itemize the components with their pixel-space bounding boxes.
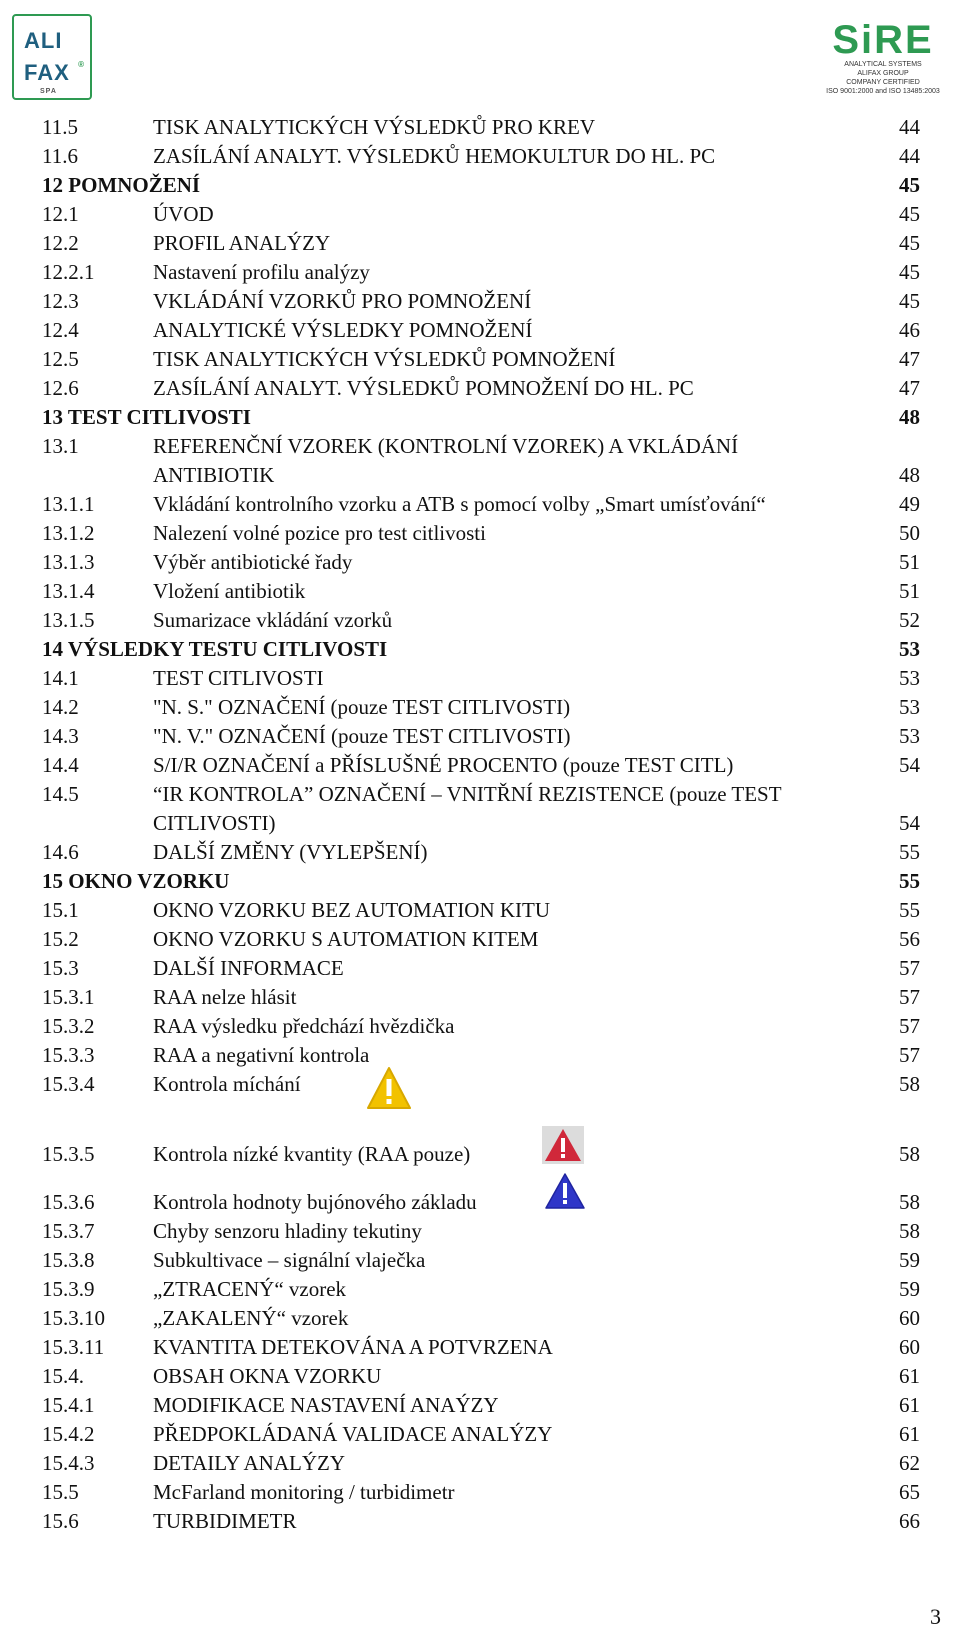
toc-entry-number: 15.4.1 <box>42 1393 95 1417</box>
toc-entry-title: OKNO VZORKU BEZ AUTOMATION KITU <box>153 898 551 922</box>
toc-entry-title: TISK ANALYTICKÝCH VÝSLEDKŮ PRO KREV <box>153 115 596 139</box>
toc-entry-title: „ZTRACENÝ“ vzorek <box>153 1277 347 1301</box>
toc-entry-number: 12.3 <box>42 289 79 313</box>
toc-entry-page: 55 <box>899 898 920 922</box>
toc-entry-page: 58 <box>899 1219 920 1243</box>
toc-entry-number: 11.6 <box>42 144 78 168</box>
toc-entry-title: MODIFIKACE NASTAVENÍ ANAÝZY <box>153 1393 499 1417</box>
toc-entry-number: 12.2 <box>42 231 79 255</box>
toc-entry-page: 53 <box>899 637 920 661</box>
toc-entry-number: 15.4.2 <box>42 1422 95 1446</box>
toc-chapter-row <box>0 171 920 199</box>
toc-entry-title: TURBIDIMETR <box>153 1509 297 1533</box>
toc-entry-page: 52 <box>899 608 920 632</box>
toc-entry-number: 12.5 <box>42 347 79 371</box>
toc-entry-number: 15.3.7 <box>42 1219 95 1243</box>
toc-row <box>0 200 920 228</box>
toc-entry-title: DALŠÍ ZMĚNY (VYLEPŠENÍ) <box>153 840 428 864</box>
sire-logo-line2: ALIFAX GROUP <box>857 70 909 77</box>
toc-row <box>0 316 920 344</box>
toc-row <box>0 1420 920 1448</box>
toc-entry-number: 15.3.2 <box>42 1014 95 1038</box>
toc-entry-title: Kontrola míchání <box>153 1072 301 1096</box>
toc-row <box>0 1391 920 1419</box>
sire-logo-line3: COMPANY CERTIFIED <box>846 79 920 86</box>
toc-entry-title: TISK ANALYTICKÝCH VÝSLEDKŮ POMNOŽENÍ <box>153 347 616 371</box>
toc-row <box>0 780 920 808</box>
toc-entry-title: RAA a negativní kontrola <box>153 1043 370 1067</box>
toc-row <box>0 432 920 460</box>
toc-entry-page: 44 <box>899 115 920 139</box>
toc-entry-page: 51 <box>899 579 920 603</box>
toc-entry-page: 58 <box>899 1072 920 1096</box>
blue-warning-icon <box>544 1172 586 1210</box>
toc-entry-number: 15.4. <box>42 1364 84 1388</box>
toc-entry-title: KVANTITA DETEKOVÁNA A POTVRZENA <box>153 1335 553 1359</box>
toc-row <box>0 258 920 286</box>
toc-entry-title: DALŠÍ INFORMACE <box>153 956 344 980</box>
toc-entry-page: 45 <box>899 289 920 313</box>
toc-entry-title: 15 OKNO VZORKU <box>42 869 230 893</box>
toc-entry-page: 57 <box>899 956 920 980</box>
logo-registered-mark: ® <box>78 60 84 69</box>
toc-row <box>0 1246 920 1274</box>
toc-entry-number: 15.5 <box>42 1480 79 1504</box>
toc-entry-page: 57 <box>899 985 920 1009</box>
toc-entry-number: 15.3.9 <box>42 1277 95 1301</box>
toc-row <box>0 954 920 982</box>
toc-entry-page: 61 <box>899 1422 920 1446</box>
toc-entry-number: 15.3 <box>42 956 79 980</box>
toc-entry-title: 13 TEST CITLIVOSTI <box>42 405 251 429</box>
toc-row <box>0 287 920 315</box>
toc-row <box>0 461 920 489</box>
toc-entry-title: “IR KONTROLA” OZNAČENÍ – VNITŘNÍ REZISTENCE (pouze TEST <box>153 782 782 806</box>
toc-entry-title: RAA výsledku předchází hvězdička <box>153 1014 455 1038</box>
toc-entry-number: 12.6 <box>42 376 79 400</box>
toc-entry-page: 47 <box>899 347 920 371</box>
toc-entry-title: PROFIL ANALÝZY <box>153 231 331 255</box>
toc-entry-number: 14.2 <box>42 695 79 719</box>
toc-row <box>0 838 920 866</box>
sire-logo <box>808 20 958 102</box>
toc-entry-title: ANALYTICKÉ VÝSLEDKY POMNOŽENÍ <box>153 318 533 342</box>
toc-entry-page: 55 <box>899 840 920 864</box>
toc-row <box>0 229 920 257</box>
toc-entry-title: Výběr antibiotické řady <box>153 550 353 574</box>
toc-row <box>0 374 920 402</box>
toc-entry-title: ANTIBIOTIK <box>153 463 275 487</box>
toc-entry-title: 14 VÝSLEDKY TESTU CITLIVOSTI <box>42 637 388 661</box>
toc-entry-title: ZASÍLÁNÍ ANALYT. VÝSLEDKŮ POMNOŽENÍ DO HL. PC <box>153 376 694 400</box>
toc-entry-page: 47 <box>899 376 920 400</box>
toc-entry-title: Nalezení volné pozice pro test citlivosti <box>153 521 486 545</box>
toc-entry-title: "N. V." OZNAČENÍ (pouze TEST CITLIVOSTI) <box>153 724 571 748</box>
toc-entry-page: 54 <box>899 811 920 835</box>
yellow-warning-icon <box>366 1066 412 1110</box>
toc-entry-page: 48 <box>899 463 920 487</box>
toc-entry-page: 46 <box>899 318 920 342</box>
toc-entry-title: S/I/R OZNAČENÍ a PŘÍSLUŠNÉ PROCENTO (pouze TEST CITL) <box>153 753 734 777</box>
toc-entry-page: 53 <box>899 724 920 748</box>
toc-entry-title: PŘEDPOKLÁDANÁ VALIDACE ANALÝZY <box>153 1422 553 1446</box>
toc-entry-title: CITLIVOSTI) <box>153 811 276 835</box>
toc-entry-number: 15.3.5 <box>42 1142 95 1166</box>
toc-row <box>0 925 920 953</box>
toc-row <box>0 722 920 750</box>
sire-logo-line4: ISO 9001:2000 and ISO 13485:2003 <box>826 88 940 95</box>
toc-entry-title: ÚVOD <box>153 202 214 226</box>
toc-entry-number: 15.3.1 <box>42 985 95 1009</box>
toc-row <box>0 490 920 518</box>
toc-entry-page: 55 <box>899 869 920 893</box>
page-number: 3 <box>930 1604 941 1629</box>
toc-entry-title: TEST CITLIVOSTI <box>153 666 324 690</box>
toc-entry-page: 61 <box>899 1364 920 1388</box>
toc-entry-number: 13.1 <box>42 434 79 458</box>
toc-row <box>0 1217 920 1245</box>
toc-entry-title: OKNO VZORKU S AUTOMATION KITEM <box>153 927 539 951</box>
sire-logo-mark: SiRE <box>832 18 934 62</box>
logo-text-line2: FAX <box>24 60 70 85</box>
toc-entry-title: Nastavení profilu analýzy <box>153 260 370 284</box>
toc-entry-page: 44 <box>899 144 920 168</box>
toc-entry-number: 13.1.1 <box>42 492 95 516</box>
toc-chapter-row <box>0 867 920 895</box>
toc-entry-number: 12.2.1 <box>42 260 95 284</box>
toc-entry-page: 59 <box>899 1248 920 1272</box>
toc-entry-title: Subkultivace – signální vlaječka <box>153 1248 426 1272</box>
toc-entry-page: 61 <box>899 1393 920 1417</box>
toc-row <box>0 548 920 576</box>
toc-chapter-row <box>0 403 920 431</box>
toc-entry-page: 51 <box>899 550 920 574</box>
toc-entry-page: 65 <box>899 1480 920 1504</box>
toc-row <box>0 1140 920 1168</box>
toc-entry-title: 12 POMNOŽENÍ <box>42 173 201 197</box>
red-warning-icon <box>542 1126 584 1164</box>
toc-row <box>0 809 920 837</box>
toc-entry-number: 15.3.10 <box>42 1306 105 1330</box>
toc-entry-title: Kontrola hodnoty bujónového základu <box>153 1190 477 1214</box>
toc-row <box>0 1333 920 1361</box>
toc-entry-page: 57 <box>899 1043 920 1067</box>
toc-entry-number: 15.3.11 <box>42 1335 105 1359</box>
toc-row <box>0 983 920 1011</box>
toc-entry-title: DETAILY ANALÝZY <box>153 1451 345 1475</box>
toc-entry-page: 45 <box>899 173 920 197</box>
toc-entry-title: ZASÍLÁNÍ ANALYT. VÝSLEDKŮ HEMOKULTUR DO HL. PC <box>153 144 716 168</box>
toc-entry-title: Vkládání kontrolního vzorku a ATB s pomocí volby „Smart umísťování“ <box>153 492 766 516</box>
toc-entry-number: 15.4.3 <box>42 1451 95 1475</box>
toc-entry-page: 45 <box>899 202 920 226</box>
toc-entry-number: 15.3.3 <box>42 1043 95 1067</box>
toc-chapter-row <box>0 635 920 663</box>
toc-row <box>0 1507 920 1535</box>
toc-entry-number: 11.5 <box>42 115 78 139</box>
toc-row <box>0 896 920 924</box>
toc-row <box>0 606 920 634</box>
toc-entry-page: 59 <box>899 1277 920 1301</box>
toc-row <box>0 1449 920 1477</box>
toc-entry-page: 60 <box>899 1306 920 1330</box>
toc-entry-number: 15.3.4 <box>42 1072 95 1096</box>
toc-row <box>0 1041 920 1069</box>
toc-entry-page: 53 <box>899 695 920 719</box>
toc-row <box>0 519 920 547</box>
toc-entry-number: 13.1.4 <box>42 579 95 603</box>
toc-row <box>0 1012 920 1040</box>
toc-entry-page: 49 <box>899 492 920 516</box>
toc-entry-number: 15.3.6 <box>42 1190 95 1214</box>
toc-entry-number: 13.1.3 <box>42 550 95 574</box>
toc-entry-page: 53 <box>899 666 920 690</box>
toc-entry-number: 14.6 <box>42 840 79 864</box>
toc-row <box>0 113 920 141</box>
logo-text-line3: SPA <box>40 88 57 95</box>
toc-entry-title: Sumarizace vkládání vzorků <box>153 608 393 632</box>
toc-entry-title: Chyby senzoru hladiny tekutiny <box>153 1219 422 1243</box>
toc-entry-title: VKLÁDÁNÍ VZORKŮ PRO POMNOŽENÍ <box>153 289 532 313</box>
toc-entry-title: „ZAKALENÝ“ vzorek <box>153 1306 349 1330</box>
toc-entry-page: 57 <box>899 1014 920 1038</box>
toc-entry-page: 45 <box>899 231 920 255</box>
toc-row <box>0 1362 920 1390</box>
toc-row <box>0 693 920 721</box>
toc-entry-number: 14.4 <box>42 753 79 777</box>
toc-entry-title: "N. S." OZNAČENÍ (pouze TEST CITLIVOSTI) <box>153 695 571 719</box>
toc-entry-number: 15.6 <box>42 1509 79 1533</box>
toc-entry-number: 13.1.2 <box>42 521 95 545</box>
logo-text-line1: ALI <box>24 28 63 53</box>
toc-row <box>0 1188 920 1216</box>
toc-entry-page: 56 <box>899 927 920 951</box>
toc-entry-title: OBSAH OKNA VZORKU <box>153 1364 382 1388</box>
toc-entry-page: 58 <box>899 1190 920 1214</box>
toc-entry-number: 13.1.5 <box>42 608 95 632</box>
toc-row <box>0 345 920 373</box>
sire-logo-line1: ANALYTICAL SYSTEMS <box>844 61 922 68</box>
toc-entry-title: Kontrola nízké kvantity (RAA pouze) <box>153 1142 471 1166</box>
toc-entry-title: RAA nelze hlásit <box>153 985 297 1009</box>
toc-entry-page: 60 <box>899 1335 920 1359</box>
toc-entry-title: REFERENČNÍ VZOREK (KONTROLNÍ VZOREK) A VKLÁDÁNÍ <box>153 434 739 458</box>
toc-entry-number: 14.5 <box>42 782 79 806</box>
toc-row <box>0 1275 920 1303</box>
toc-entry-number: 12.4 <box>42 318 79 342</box>
toc-entry-number: 15.3.8 <box>42 1248 95 1272</box>
toc-entry-page: 48 <box>899 405 920 429</box>
alifax-logo <box>12 14 92 100</box>
toc-entry-number: 14.3 <box>42 724 79 748</box>
toc-entry-page: 62 <box>899 1451 920 1475</box>
toc-row <box>0 1478 920 1506</box>
toc-entry-number: 12.1 <box>42 202 79 226</box>
toc-entry-number: 15.2 <box>42 927 79 951</box>
toc-entry-page: 66 <box>899 1509 920 1533</box>
toc-row <box>0 577 920 605</box>
toc-row <box>0 1070 920 1098</box>
toc-row <box>0 142 920 170</box>
toc-entry-page: 58 <box>899 1142 920 1166</box>
toc-row <box>0 1304 920 1332</box>
toc-entry-page: 50 <box>899 521 920 545</box>
toc-row <box>0 664 920 692</box>
toc-row <box>0 751 920 779</box>
toc-entry-number: 14.1 <box>42 666 79 690</box>
toc-entry-page: 54 <box>899 753 920 777</box>
toc-entry-number: 15.1 <box>42 898 79 922</box>
toc-entry-title: Vložení antibiotik <box>153 579 306 603</box>
toc-entry-page: 45 <box>899 260 920 284</box>
toc-entry-title: McFarland monitoring / turbidimetr <box>153 1480 455 1504</box>
